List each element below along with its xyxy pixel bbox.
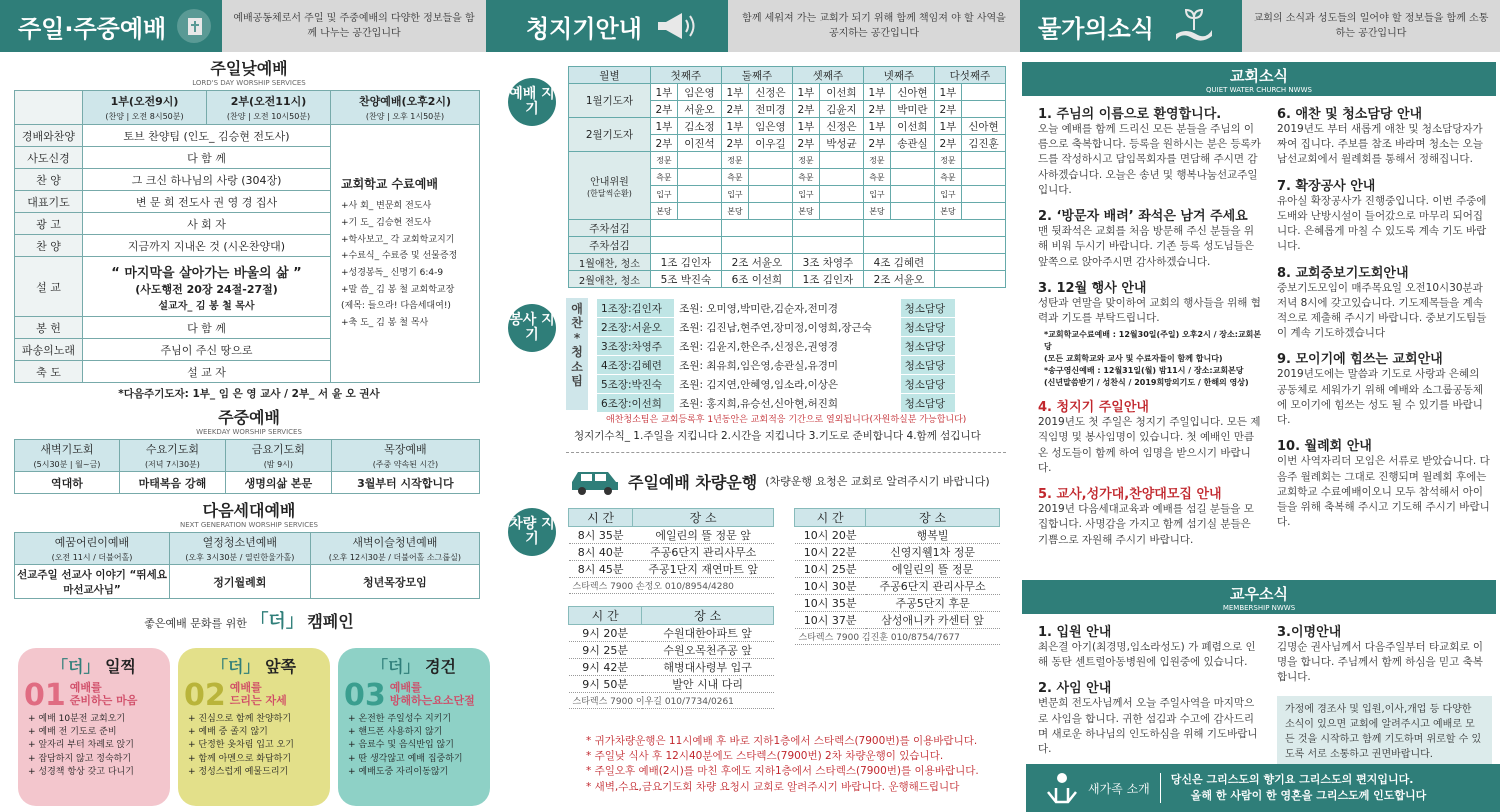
nextgen-value: 청년목장모임: [310, 565, 479, 599]
car-keeper-badge: 차량 지기: [508, 508, 556, 556]
bus-route-1: 시 간 장 소 8시 35분 에일린의 뜰 정문 앞 8시 40분 주공6단지 관리사무소 8시 45분 주공1단지 재연마트 앞 스타렉스 7900 손정오 010/8954/4280: [568, 508, 774, 594]
divider: [566, 452, 1006, 453]
cleaning-team-table: 1조장:김인자 조원: 오미영,박미란,김순자,전미경 청소담당 2조장:서윤오 조원: 김진남,현주연,장미정,이영희,장근숙 청소담당 3조장:차영주 조원: 김윤지,한은주,신정은,권영경 청소담당 4조장:김혜련 조원: 최유희,임은영,송관실,유경미 청소담당 5조장:박진숙 조원: 김지연,안혜영,임소라,이상은 청소담당 6조장:이선희 조원: 홍지희,유승선,신아현,허진희 청소담당: [596, 298, 956, 413]
nextgen-value: 선교주일 선교사 이야기 “뛰세요 마선교사님”: [15, 565, 170, 599]
member-news: [1022, 580, 1496, 768]
worship-keeper-badge: 예배 지기: [508, 78, 556, 126]
row-label: 찬 양: [15, 235, 83, 257]
member-left-column: 1. 입원 안내 최은결 아기(최경명,임소라성도) 가 폐렴으로 인해 동탄 센트럴아동병원에 입원중에 있습니다. 2. 사임 안내 변문희 전도사님께서 오늘 주일사역을 마지막으로 사임을 합니다. 귀한 섬김과 수고에 감사드리며 새로운 하나님의 인도하심을 위해 기도바랍니다.: [1038, 625, 1258, 756]
december-events: *교회학교수료예배 : 12월30일(주일) 오후2시 / 장소:교회본당 (모든 교회학교와 교사 및 수료자들이 함께 합니다) *송구영신예배 : 12월31일(월) 밤11시 / 장소:교회본당 (신년말씀받기 / 성찬식 / 2019희망의기도 / 한해의 영상): [1044, 330, 1262, 388]
campaign-title: 좋은예배 문화를 위한 「더」 캠페인: [144, 611, 354, 632]
header-desc: 예배공동체로서 주일 및 주중예배의 다양한 정보들을 함께 나누는 공간입니다: [222, 0, 486, 52]
corner-cell: [15, 91, 83, 125]
nextgen-head: 열정청소년예배 (오후 3시30분 / 열린한울가홀): [170, 533, 311, 565]
weekday-head: 수요기도회 (저녁 7시30분): [119, 440, 225, 472]
row-value: 주님이 주신 땅으로: [83, 339, 331, 361]
weekday-value: 마태복음 강해: [119, 472, 225, 494]
school-items: +사 회_ 변문희 전도사 +기 도_ 김승현 전도사 +학사보고_ 각 교회학교지기 +수료식_ 수료증 및 선물증정 +성경봉독_ 신명기 6:4-9 +말 씀_ 김 봉 철 교회학교장 (제목: 들으라! 다음세대여!) +축 도_ 김 봉 철 목사: [341, 201, 458, 328]
col-2bu: 2부(오전11시) (찬양 | 오전 10시50분): [207, 91, 331, 125]
sunday-subtitle: LORD'S DAY WORSHIP SERVICES: [192, 79, 306, 87]
row-label: 축 도: [15, 361, 83, 383]
weekday-value: 3월부터 시작합니다: [331, 472, 479, 494]
row-value: 다 함 께: [83, 147, 331, 169]
footer-label: 새가족 소개: [1088, 781, 1150, 796]
row-value: 토브 찬양팀 (인도_ 김승현 전도사): [83, 125, 331, 147]
header-title: 청지기안내: [526, 14, 642, 43]
cleaning-team-label: 애 찬 * 청 소 팀: [566, 298, 588, 410]
megaphone-icon: [652, 6, 696, 46]
row-label: 대표기도: [15, 191, 83, 213]
row-label: 파송의노래: [15, 339, 83, 361]
steward-rules: 청지기수칙_ 1.주일을 지킵니다 2.시간을 지킵니다 3.기도로 준비합니다 4.함께 섬깁니다: [574, 430, 981, 442]
weekday-head: 새벽기도회 (5시30분 | 월~금): [15, 440, 120, 472]
row-label: 찬 양: [15, 169, 83, 191]
globe-bible-icon: [174, 6, 214, 46]
hand-plant-icon: [1172, 6, 1216, 46]
nextgen-value: 정기월례회: [170, 565, 311, 599]
weekday-table: [14, 439, 480, 494]
weekday-title: 주중예배: [218, 408, 280, 427]
nextgen-title: 다음세대예배: [202, 501, 296, 520]
prayer-schedule-table: 월별 첫째주 둘째주 셋째주 넷째주 다섯째주 1월기도자 1부 임은영 1부 신정은 1부 이선희 1부 신아현 1부 2부 서윤오 2부 전미경 2부 김윤지 2부 박미란 2부 2월기도자 1부 김소정 1부 임은영 1부 신정은 1부 이선희 1부 신아현 2부 이진석 2부 이우길 2부 박성균 2부 송관실 2부 김진훈 안내위원 (한달씩순환) 정문 정문 정문 정문 정문 측문 측문 측문 측문 측문 입구 입구 입구 입구 입구 본당 본당 본당 본당 본당 주차섬김 주차섬김 1월애찬, 청소 1조 김인자 2조 서윤오 3조 차영주 4조 김혜련 2월애찬, 청소 5조 박진숙 6조 이선희 1조 김인자 2조 서윤오: [568, 66, 1006, 288]
footer-text: 당신은 그리스도의 향기요 그리스도의 편지입니다. 올해 한 사람이 한 영혼을 그리스도께 인도합니다: [1170, 772, 1427, 802]
nextgen-head: 예꿈어린이예배 (오전 11시 / 더불어홀): [15, 533, 170, 565]
nextgen-subtitle: NEXT GENERATION WORSHIP SERVICES: [180, 521, 318, 529]
header-worship: [0, 0, 486, 52]
weekday-head: 목장예배 (주중 약속된 시간): [331, 440, 479, 472]
col-1bu: 1부(오전9시) (찬양 | 오전 8시50분): [83, 91, 207, 125]
row-label: 설 교: [15, 257, 83, 317]
row-label: 광 고: [15, 213, 83, 235]
school-title: 교회학교 수료예배: [341, 177, 438, 192]
bus-route-3: 시 간 장 소 10시 20분 행복빌 10시 22분 신영지웰1차 정문 10시 25분 에일린의 뜰 정문 10시 30분 주공6단지 관리사무소 10시 35분 주공5단지 후문 10시 37분 삼성애니카 카센터 앞 스타렉스 7900 김진훈 010/8754/7677: [794, 508, 1000, 645]
weekday-head: 금요기도회 (밤 9시): [225, 440, 331, 472]
sermon-cell: “ 마지막을 살아가는 바울의 삶 ” (사도행전 20장 24절-27절) 설교자_ 김 봉 철 목사: [83, 257, 331, 317]
header-desc: 함께 세워져 가는 교회가 되기 위해 함께 책임져 야 할 사역을 공지하는 공간입니다: [728, 0, 1020, 52]
weekday-value: 역대하: [15, 472, 120, 494]
church-news: [1022, 62, 1496, 548]
row-label: 사도신경: [15, 147, 83, 169]
bus-route-2: 시 간 장 소 9시 20분 수원대한아파트 앞 9시 25분 수원오목천주공 앞 9시 42분 해병대사령부 입구 9시 50분 발안 시내 다리 스타렉스 7900 이우길 010/7734/0261: [568, 606, 774, 709]
campaign-card-front: 「더」 앞쪽 02 예배를 드리는 자세 + 진심으로 함께 찬양하기 + 예배 중 졸지 않기 + 단정한 옷차림 입고 오기 + 함께 아멘으로 화답하기 + 정성스럽게 예물드리기: [178, 648, 330, 806]
row-label: 봉 헌: [15, 317, 83, 339]
nextgen-head: 새벽이슬청년예배 (오후 12시30분 / 더불어홀 소그룹실): [310, 533, 479, 565]
header-news: [1020, 0, 1500, 52]
sunday-title: 주일낮예배: [210, 59, 288, 78]
row-label: 경배와찬양: [15, 125, 83, 147]
car-request-note: (차량운행 요청은 교회로 알려주시기 바랍니다): [765, 475, 990, 488]
member-news-bar: 교우소식 MEMBERSHIP NWWS: [1022, 580, 1496, 614]
row-value: 변 문 희 전도사 권 영 경 집사: [83, 191, 331, 213]
nextgen-table: [14, 532, 480, 599]
row-value: 다 함 께: [83, 317, 331, 339]
header-title: 물가의소식: [1038, 14, 1154, 43]
school-ceremony: [331, 125, 480, 383]
weekday-subtitle: WEEKDAY WORSHIP SERVICES: [196, 428, 302, 436]
campaign-card-piety: 「더」 경건 03 예배를 방해하는요소단절 + 온전한 주일성수 지키기 + 핸드폰 사용하지 않기 + 음료수 및 음식반입 않기 + 딴 생각않고 예배 집중하기 + 예배도중 자리이동않기: [338, 648, 490, 806]
header-title: 주일·주중예배: [18, 14, 167, 43]
car-title-row: [568, 466, 990, 496]
header-steward: [486, 0, 1020, 52]
church-news-bar: 교회소식 QUIET WATER CHURCH NWWS: [1022, 62, 1496, 96]
row-value: 사 회 자: [83, 213, 331, 235]
col-praise: 찬양예배(오후2시) (찬양 | 오후 1시50분): [331, 91, 480, 125]
campaign-card-early: 「더」 일찍 01 예배를 준비하는 마음 + 예배 10분전 교회오기 + 예배 전 기도로 준비 + 앞자리 부터 차례로 앉기 + 잡담하지 않고 정숙하기 + 성경책 항상 갖고 다니기: [18, 648, 170, 806]
header-desc: 교회의 소식과 성도들의 일어야 할 정보들을 함께 소통하는 공간입니다: [1242, 0, 1500, 52]
next-prayer: *다음주기도자: 1부_ 임 은 영 교사 / 2부_ 서 윤 오 권사: [118, 388, 380, 400]
car-title: 주일예배 차량운행: [628, 472, 758, 492]
row-value: 지금까지 지내온 것 (시온찬양대): [83, 235, 331, 257]
cleaning-note: 애찬청소팀은 교회등록후 1년동안은 교회적응 기간으로 열외됩니다(자원하실분 가능합니다): [606, 415, 967, 425]
row-value: 그 크신 하나님의 사랑 (304장): [83, 169, 331, 191]
news-left-column: 1. 주님의 이름으로 환영합니다. 오늘 예배를 함께 드리신 모든 분들을 주님의 이름으로 축복합니다. 등록을 원하시는 분은 등록카드를 작성하시고 담임목회자를 면담해 주시면 감사하겠습니다. 오늘은 송년 및 행복나눔선교주일 입니다. 2. ‘방문자 배려’ 좌석은 남겨 주세요 맨 뒷좌석은 교회를 처음 방문해 주신 분들을 위해 비워 두시기 바랍니다. 기존 등록 성도님들은 앞쪽으로 앉아주시면 감사하겠습니다. 3. 12월 행사 안내 성탄과 연말을 맞이하여 교회의 행사들을 위해 협력과 기도를 부탁드립니다. *교회학교수료예배 : 12월30일(주일) 오후2시 / 장소:교회본당 (모든 교회학교와 교사 및 수료자들이 함께 합니다) *송구영신예배 : 12월31일(월) 밤11시 / 장소:교회본당 (신년말씀받기 / 성찬식 / 2019희망의기도 / 한해의 영상) 4. 청지기 주일안내 2019년도 첫 주일은 청지기 주일입니다. 모든 제직임명 및 봉사임명이 있습니다. 첫 예배인 만큼 온 성도들이 함께 하여 임명을 받으시기 바랍니다. 5. 교사,성가대,찬양대모집 안내 2019년 다음세대교육과 예배를 섬길 분들을 모집합니다. 사명감을 가지고 함께 섬기실 분들은 기쁨으로 자원해 주시기 바랍니다.: [1038, 107, 1262, 546]
row-value: 설 교 자: [83, 361, 331, 383]
footer-banner: [1026, 764, 1500, 812]
car-notes: * 귀가차량운행은 11시예배 후 바로 지하1층에서 스타렉스(7900번)를 이용바랍니다. * 주일낮 식사 후 12시40분에도 스타렉스(7900번) 2차 차량운행이 있습니다. * 주일오후 예배(2시)를 마친 후에도 지하1층에서 스타렉스(7900번)를 이용바랍니다. * 새벽,수요,금요기도회 차량 요청시 교회로 알려주시기 바랍니다. 운행해드립니다: [586, 735, 979, 793]
welcome-hands-icon: [1042, 768, 1082, 808]
sunday-table: [14, 90, 480, 383]
news-right-column: 6. 애찬 및 청소담당 안내 2019년도 부터 새롭게 애찬 및 청소담당자가 짜여 집니다. 주보를 참조 바라며 청소는 오늘 남선교회에서 월례회를 통해서 정해집니다. 7. 확장공사 안내 유아실 확장공사가 진행중입니다. 이번 주중에 도배와 난방시설이 들어갔으로 마무리 되어집니다. 은혜롭게 마칠 수 있도록 계속 기도 바랍니다. 8. 교회중보기도회안내 중보기도모임이 매주목요일 오전10시30분과 저녁 8시에 갖고있습니다. 기도제목들을 계속 적으로 제출해 주시기 바랍니다. 중보기도팀들이 계속 기도하겠습니다 9. 모이기에 힘쓰는 교회안내 2019년도에는 말씀과 기도로 사랑과 은혜의 공동체로 세워가기 위해 예배와 소그룹공동체에 모이기에 힘쓰는 성도 될 수 있기를 바랍니다. 10. 월례회 안내 이번 사역자리더 모임은 서류로 받았습니다. 다음주 월례회는 그대로 진행되며 월례회 후에는 교회학교 수료예배이오니 모두 참석해서 아이들을 위해 축복해 주시고 기도해 주시기 바랍니다.: [1276, 107, 1490, 529]
weekday-value: 생명의삶 본문: [225, 472, 331, 494]
car-icon: [568, 466, 622, 496]
service-keeper-badge: 봉사 지기: [508, 304, 556, 352]
member-notice: 가정에 경조사 및 입원,이사,개업 등 다양한 소식이 있으면 교회에 알려주시고 예배로 모든 것을 시작하고 함께 기도하며 위로할 수 있도록 서로 소통하고 권면바랍니다.: [1277, 696, 1492, 768]
member-right-column: 3.이명안내 김명순 권사님께서 다음주일부터 타교회로 이명을 합니다. 주님께서 함께 하심을 믿고 축복합니다. 가정에 경조사 및 입원,이사,개업 등 다양한 소식이 있으면 교회에 알려주시고 예배로 모든 것을 시작하고 함께 기도하며 위로할 수 있도록 서로 소통하고 권면바랍니다.: [1277, 614, 1492, 768]
